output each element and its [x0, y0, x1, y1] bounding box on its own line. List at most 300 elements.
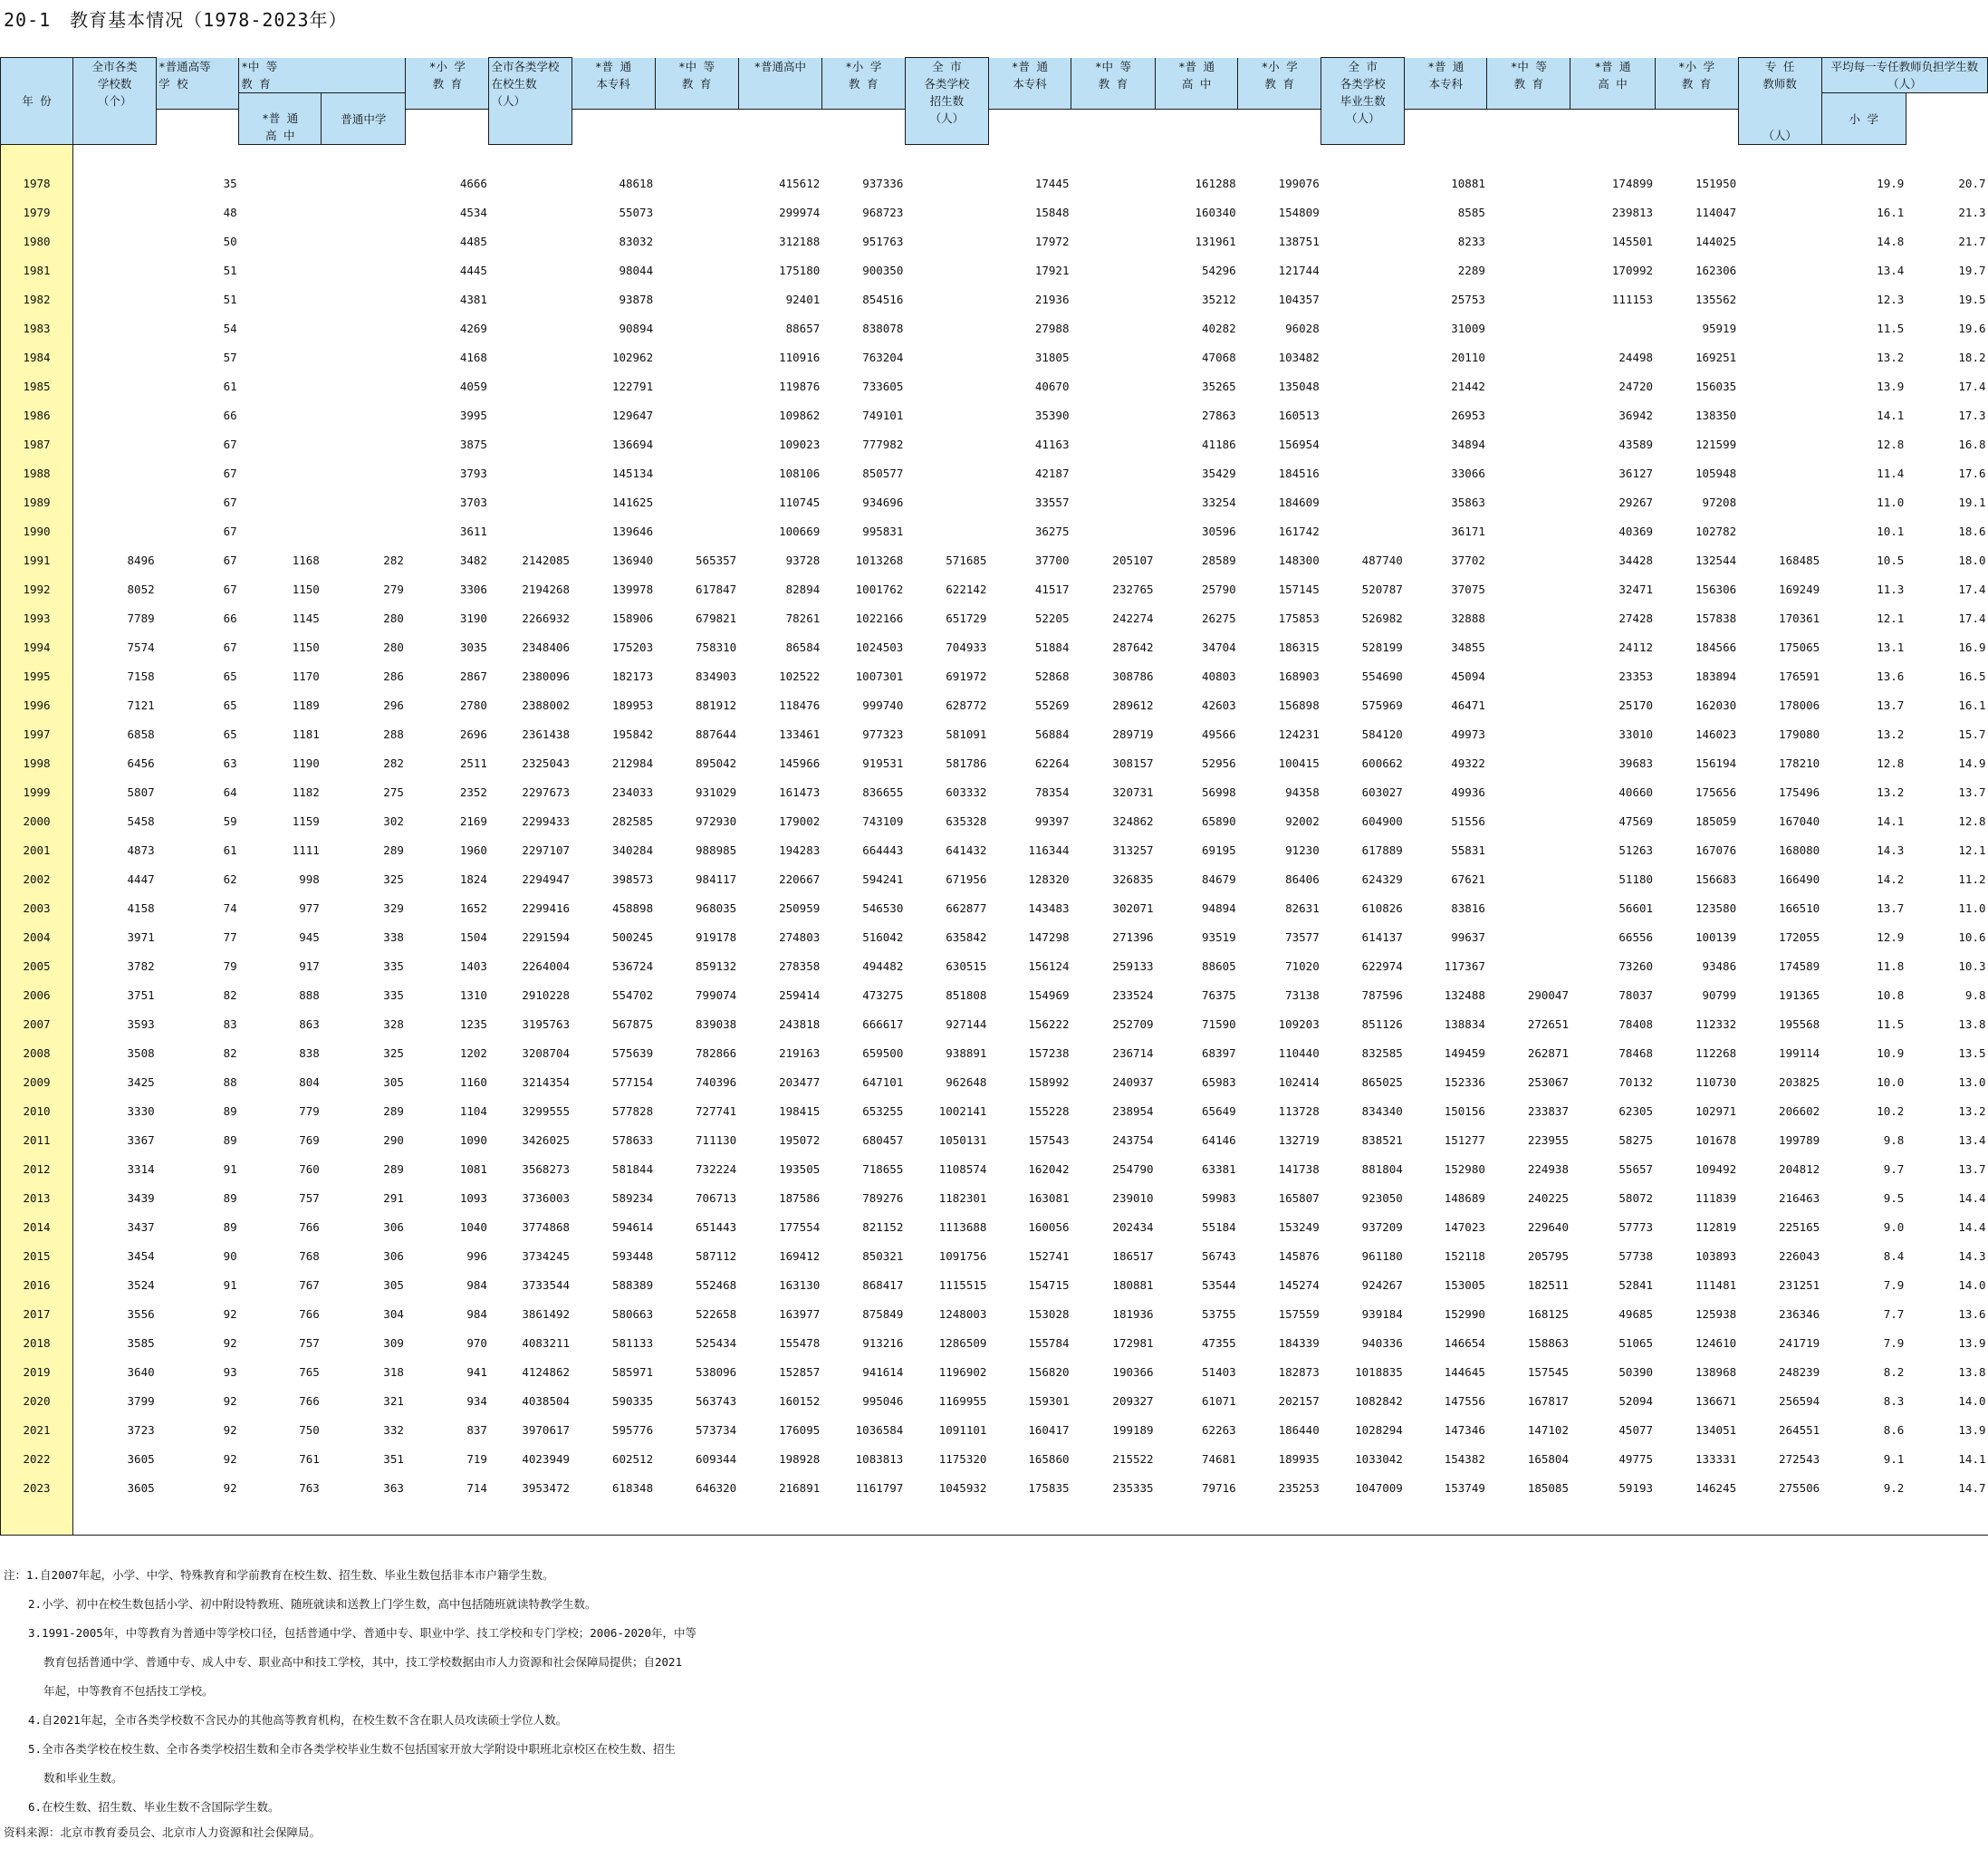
value-cell: 156124 [1028, 958, 1070, 973]
value-cell: 35 [223, 176, 237, 190]
value-cell: 1652 [459, 900, 487, 915]
value-cell [489, 284, 571, 313]
value-cell: 259133 [1112, 958, 1154, 973]
value-cell: 88 [223, 1074, 237, 1089]
value-cell: 185085 [1527, 1480, 1569, 1495]
value-cell: 172981 [1112, 1335, 1154, 1350]
year-cell: 1999 [1, 777, 73, 806]
value-cell: 1170 [292, 669, 320, 683]
year-cell: 2008 [1, 1038, 73, 1067]
value-cell: 145134 [611, 466, 654, 480]
value-cell: 100139 [1695, 929, 1737, 944]
value-cell: 1248003 [938, 1306, 987, 1321]
value-cell: 4873 [127, 843, 155, 857]
value-cell: 8.2 [1883, 1364, 1905, 1379]
value-cell [1738, 255, 1821, 284]
value-cell: 934 [466, 1393, 487, 1408]
value-cell: 37700 [1034, 553, 1070, 567]
value-cell: 36942 [1618, 408, 1654, 422]
value-cell [489, 371, 571, 400]
value-cell: 306 [383, 1248, 404, 1263]
value-cell: 64146 [1202, 1132, 1236, 1147]
value-cell: 133461 [779, 727, 821, 741]
value-cell: 838078 [862, 321, 904, 335]
value-cell: 152741 [1028, 1248, 1070, 1263]
data-source: 资料来源：北京市教育委员会、北京市人力资源和社会保障局。 [4, 1825, 322, 1839]
value-cell [1071, 371, 1156, 400]
value-cell [239, 487, 322, 516]
value-cell: 3195763 [522, 1016, 571, 1031]
value-cell: 195842 [611, 727, 654, 741]
value-cell: 202434 [1112, 1219, 1154, 1234]
value-cell: 37075 [1451, 582, 1485, 596]
value-cell: 338 [383, 929, 404, 944]
value-cell: 3214354 [522, 1074, 571, 1089]
value-cell: 12.1 [1877, 611, 1905, 625]
note-5-end: 数和毕业生数。 [43, 1771, 123, 1785]
year-cell: 1978 [1, 169, 73, 197]
value-cell: 10.5 [1877, 553, 1905, 567]
value-cell: 110730 [1695, 1074, 1737, 1089]
value-cell: 92 [223, 1480, 237, 1495]
value-cell: 1091101 [938, 1422, 987, 1437]
value-cell: 2511 [459, 756, 487, 770]
value-cell: 202157 [1278, 1393, 1320, 1408]
table-row [1, 284, 1988, 313]
header-grad-secondary: *中 等 教 育 [1487, 58, 1570, 110]
value-cell: 1007301 [855, 669, 904, 683]
value-cell: 740396 [696, 1074, 737, 1089]
value-cell: 25753 [1451, 292, 1485, 306]
value-cell [655, 284, 738, 313]
value-cell: 881912 [696, 698, 737, 712]
value-cell: 1111 [292, 843, 320, 857]
value-cell: 329 [383, 900, 404, 915]
value-cell: 17972 [1034, 234, 1070, 248]
value-cell [239, 516, 322, 545]
value-cell: 622974 [1361, 958, 1403, 973]
value-cell [489, 487, 571, 516]
year-cell: 2001 [1, 835, 73, 864]
value-cell: 199114 [1779, 1045, 1820, 1060]
value-cell: 996 [466, 1248, 487, 1263]
value-cell: 55184 [1202, 1219, 1236, 1234]
value-cell: 865025 [1361, 1074, 1403, 1089]
value-cell [655, 255, 738, 284]
value-cell: 57773 [1618, 1219, 1654, 1234]
note-1: 注：1.自2007年起，小学、中学、特殊教育和学前教育在校生数、招生数、毕业生数包括非本市户籍学生数。 [4, 1568, 554, 1582]
value-cell: 704933 [946, 640, 987, 654]
value-cell: 158906 [611, 611, 654, 625]
value-cell: 23353 [1618, 669, 1654, 683]
value-cell: 138350 [1695, 408, 1737, 422]
value-cell: 146023 [1695, 727, 1737, 741]
value-cell: 102414 [1278, 1074, 1320, 1089]
value-cell [1487, 400, 1570, 429]
value-cell: 40282 [1202, 321, 1236, 335]
value-cell: 178006 [1779, 698, 1820, 712]
year-cell: 2006 [1, 980, 73, 1009]
value-cell: 12.3 [1877, 292, 1905, 306]
value-cell [1321, 458, 1405, 487]
value-cell: 3454 [127, 1248, 155, 1263]
value-cell: 27428 [1618, 611, 1654, 625]
value-cell: 163977 [779, 1306, 821, 1321]
table-row [1, 777, 1988, 806]
value-cell: 51 [223, 263, 237, 277]
value-cell: 147102 [1527, 1422, 1569, 1437]
value-cell: 215522 [1112, 1451, 1154, 1466]
value-cell: 47569 [1618, 814, 1654, 828]
value-cell: 52956 [1202, 756, 1236, 770]
value-cell: 995046 [862, 1393, 904, 1408]
value-cell: 286 [383, 669, 404, 683]
value-cell: 609344 [696, 1451, 737, 1466]
value-cell: 12.9 [1877, 929, 1905, 944]
value-cell: 125938 [1695, 1306, 1737, 1321]
header-admit-total: 全 市 各类学校 招生数 （人） [905, 58, 988, 145]
value-cell: 79 [223, 958, 237, 973]
value-cell: 219163 [779, 1045, 821, 1060]
value-cell: 1093 [459, 1190, 487, 1205]
value-cell: 65 [223, 727, 237, 741]
value-cell: 174899 [1611, 176, 1654, 190]
year-cell: 1982 [1, 284, 73, 313]
value-cell [1487, 661, 1570, 690]
value-cell: 3751 [127, 987, 155, 1002]
value-cell: 167040 [1779, 814, 1820, 828]
value-cell: 325 [383, 872, 404, 886]
value-cell: 51065 [1618, 1335, 1654, 1350]
value-cell: 194283 [779, 843, 821, 857]
value-cell: 111153 [1611, 292, 1654, 306]
value-cell: 234033 [611, 785, 654, 799]
value-cell: 156683 [1695, 872, 1737, 886]
value-cell: 146654 [1444, 1335, 1485, 1350]
value-cell: 13.4 [1877, 263, 1905, 277]
value-cell: 289719 [1112, 727, 1154, 741]
value-cell [489, 429, 571, 458]
value-cell: 163130 [779, 1277, 821, 1292]
value-cell: 335 [383, 987, 404, 1002]
value-cell: 26275 [1202, 611, 1236, 625]
value-cell: 17.6 [1958, 466, 1986, 480]
value-cell: 1169955 [938, 1393, 987, 1408]
table-row [1, 603, 1988, 632]
value-cell: 988985 [696, 843, 737, 857]
table-row [1, 864, 1988, 893]
value-cell: 875849 [862, 1306, 904, 1321]
value-cell: 243754 [1112, 1132, 1154, 1147]
value-cell: 151950 [1695, 176, 1737, 190]
year-cell: 2000 [1, 806, 73, 835]
value-cell [489, 342, 571, 371]
value-cell: 769 [299, 1132, 320, 1147]
year-cell: 2019 [1, 1357, 73, 1386]
value-cell: 175203 [611, 640, 654, 654]
value-cell: 187586 [779, 1190, 821, 1205]
value-cell: 45094 [1451, 669, 1485, 683]
value-cell: 41517 [1034, 582, 1070, 596]
value-cell: 49973 [1451, 727, 1485, 741]
value-cell [239, 226, 322, 255]
value-cell: 84679 [1202, 872, 1236, 886]
value-cell: 61 [223, 843, 237, 857]
value-cell: 58275 [1618, 1132, 1654, 1147]
value-cell: 156898 [1278, 698, 1320, 712]
value-cell: 65983 [1202, 1074, 1236, 1089]
value-cell: 4023949 [522, 1451, 571, 1466]
value-cell: 156820 [1028, 1364, 1070, 1379]
value-cell: 90799 [1702, 987, 1737, 1002]
value-cell: 3703 [459, 495, 487, 509]
value-cell: 2348406 [522, 640, 571, 654]
value-cell: 287642 [1112, 640, 1154, 654]
value-cell: 67 [223, 582, 237, 596]
value-cell: 157559 [1278, 1306, 1320, 1321]
value-cell: 6456 [127, 756, 155, 770]
header-grad-high: *普 通 高 中 [1570, 58, 1655, 110]
value-cell: 837 [466, 1422, 487, 1437]
value-cell: 580663 [611, 1306, 654, 1321]
value-cell: 522658 [696, 1306, 737, 1321]
year-cell: 1981 [1, 255, 73, 284]
value-cell: 8.4 [1883, 1248, 1905, 1263]
value-cell: 36275 [1034, 524, 1070, 538]
value-cell: 110745 [779, 495, 821, 509]
value-cell: 17445 [1034, 176, 1070, 190]
value-cell [655, 169, 738, 197]
value-cell: 10.2 [1877, 1103, 1905, 1118]
value-cell: 617889 [1361, 843, 1403, 857]
value-cell: 153005 [1444, 1277, 1485, 1292]
value-cell: 9.0 [1883, 1219, 1905, 1234]
value-cell [322, 458, 406, 487]
value-cell: 14.1 [1877, 814, 1905, 828]
value-cell: 152118 [1444, 1248, 1485, 1263]
value-cell: 21936 [1034, 292, 1070, 306]
value-cell [1738, 226, 1821, 255]
value-cell [322, 400, 406, 429]
value-cell: 46471 [1451, 698, 1485, 712]
value-cell: 3437 [127, 1219, 155, 1234]
value-cell: 2867 [459, 669, 487, 683]
value-cell: 157543 [1028, 1132, 1070, 1147]
value-cell: 8585 [1457, 205, 1485, 219]
value-cell: 209327 [1112, 1393, 1154, 1408]
value-cell [239, 197, 322, 226]
value-cell [655, 226, 738, 255]
value-cell: 259414 [779, 987, 821, 1002]
value-cell: 157145 [1278, 582, 1320, 596]
value-cell: 112268 [1695, 1045, 1737, 1060]
value-cell: 577154 [611, 1074, 654, 1089]
value-cell: 52868 [1034, 669, 1070, 683]
value-cell: 153249 [1278, 1219, 1320, 1234]
value-cell: 100669 [779, 524, 821, 538]
value-cell: 766 [299, 1393, 320, 1408]
value-cell: 275 [383, 785, 404, 799]
value-cell: 154715 [1028, 1277, 1070, 1292]
table-row [1, 1386, 1988, 1415]
table-row [1, 574, 1988, 603]
year-cell: 2014 [1, 1212, 73, 1241]
value-cell: 984117 [696, 872, 737, 886]
value-cell: 1050131 [938, 1132, 987, 1147]
value-cell: 99637 [1451, 929, 1485, 944]
table-row [1, 516, 1988, 545]
value-cell: 154382 [1444, 1451, 1485, 1466]
value-cell: 2352 [459, 785, 487, 799]
value-cell: 900350 [862, 263, 904, 277]
value-cell: 13.2 [1877, 350, 1905, 364]
header-enroll-total: 全市各类学校 在校生数 （人） [489, 58, 571, 145]
value-cell: 165860 [1028, 1451, 1070, 1466]
value-cell [1487, 313, 1570, 342]
value-cell: 11.4 [1877, 466, 1905, 480]
table-row [1, 1154, 1988, 1183]
value-cell [1487, 922, 1570, 951]
value-cell: 2289 [1457, 263, 1485, 277]
value-cell: 160417 [1028, 1422, 1070, 1437]
value-cell: 804 [299, 1074, 320, 1089]
value-cell: 92 [223, 1422, 237, 1437]
value-cell: 96028 [1285, 321, 1320, 335]
value-cell: 653255 [862, 1103, 904, 1118]
value-cell: 175065 [1779, 640, 1820, 654]
value-cell: 104357 [1278, 292, 1320, 306]
value-cell: 758310 [696, 640, 737, 654]
value-cell: 91 [223, 1277, 237, 1292]
value-cell: 178210 [1779, 756, 1820, 770]
value-cell: 136671 [1695, 1393, 1737, 1408]
year-cell: 2015 [1, 1241, 73, 1270]
value-cell: 103482 [1278, 350, 1320, 364]
value-cell: 398573 [611, 872, 654, 886]
value-cell: 17.3 [1958, 408, 1986, 422]
value-cell: 3524 [127, 1277, 155, 1292]
value-cell: 1182301 [938, 1190, 987, 1205]
value-cell: 86406 [1285, 872, 1320, 886]
value-cell: 93519 [1202, 929, 1236, 944]
value-cell: 888 [299, 987, 320, 1002]
note-3-cont: 教育包括普通中学、普通中专、成人中专、职业高中和技工学校，其中，技工学校数据由市人力资源和社会保障局提供；自2021 [43, 1655, 683, 1669]
value-cell: 1081 [459, 1161, 487, 1176]
value-cell: 64 [223, 785, 237, 799]
value-cell: 887644 [696, 727, 737, 741]
value-cell: 157838 [1695, 611, 1737, 625]
value-cell: 1286509 [938, 1335, 987, 1350]
value-cell: 18.6 [1958, 524, 1986, 538]
value-cell: 1189 [292, 698, 320, 712]
value-cell: 132488 [1444, 987, 1485, 1002]
value-cell: 184566 [1695, 640, 1737, 654]
value-cell: 195568 [1779, 1016, 1820, 1031]
value-cell: 863 [299, 1016, 320, 1031]
value-cell [1321, 400, 1405, 429]
value-cell: 53544 [1202, 1277, 1236, 1292]
value-cell: 56743 [1202, 1248, 1236, 1263]
value-cell: 1024503 [855, 640, 904, 654]
table-row [1, 429, 1988, 458]
value-cell [905, 169, 988, 197]
value-cell: 14.0 [1958, 1393, 1986, 1408]
value-cell: 14.2 [1877, 872, 1905, 886]
value-cell: 152336 [1444, 1074, 1485, 1089]
value-cell: 159301 [1028, 1393, 1070, 1408]
value-cell: 280 [383, 611, 404, 625]
value-cell: 7.7 [1883, 1306, 1905, 1321]
value-cell: 65649 [1202, 1103, 1236, 1118]
value-cell: 92 [223, 1451, 237, 1466]
value-cell [322, 226, 406, 255]
value-cell: 573734 [696, 1422, 737, 1437]
value-cell: 51 [223, 292, 237, 306]
value-cell: 3190 [459, 611, 487, 625]
value-cell: 563743 [696, 1393, 737, 1408]
value-cell [1487, 806, 1570, 835]
value-cell [655, 400, 738, 429]
value-cell: 162042 [1028, 1161, 1070, 1176]
value-cell: 271396 [1112, 929, 1154, 944]
header-ratio-group: 平均每一专任教师负担学生数 （人） [1821, 58, 1987, 93]
value-cell: 40369 [1618, 524, 1654, 538]
table-row [1, 719, 1988, 748]
value-cell: 155228 [1028, 1103, 1070, 1118]
value-cell: 153749 [1444, 1480, 1485, 1495]
year-cell: 2004 [1, 922, 73, 951]
value-cell: 17.4 [1958, 582, 1986, 596]
value-cell: 487740 [1361, 553, 1403, 567]
value-cell: 109862 [779, 408, 821, 422]
value-cell: 53755 [1202, 1306, 1236, 1321]
value-cell: 289 [383, 1161, 404, 1176]
value-cell: 112332 [1695, 1016, 1737, 1031]
value-cell: 198928 [779, 1451, 821, 1466]
value-cell [73, 342, 157, 371]
value-cell: 66556 [1618, 929, 1654, 944]
year-cell: 1993 [1, 603, 73, 632]
table-header [1, 58, 1988, 145]
table-row [1, 1357, 1988, 1386]
value-cell: 4666 [459, 176, 487, 190]
header-grad-undergrad: *普 通 本专科 [1405, 58, 1487, 110]
education-table [0, 57, 1988, 1536]
value-cell: 172055 [1779, 929, 1820, 944]
value-cell: 13.1 [1877, 640, 1905, 654]
year-cell: 1986 [1, 400, 73, 429]
value-cell: 147556 [1444, 1393, 1485, 1408]
value-cell: 8.6 [1883, 1422, 1905, 1437]
value-cell [239, 169, 322, 197]
value-cell [489, 458, 571, 487]
table-row [1, 169, 1988, 197]
value-cell: 138834 [1444, 1016, 1485, 1031]
value-cell: 458898 [611, 900, 654, 915]
value-cell: 4445 [459, 263, 487, 277]
value-cell: 13.9 [1958, 1335, 1986, 1350]
value-cell: 144645 [1444, 1364, 1485, 1379]
value-cell: 536724 [611, 958, 654, 973]
value-cell: 109492 [1695, 1161, 1737, 1176]
value-cell: 302071 [1112, 900, 1154, 915]
value-cell: 39683 [1618, 756, 1654, 770]
year-cell: 1979 [1, 197, 73, 226]
value-cell: 325 [383, 1045, 404, 1060]
value-cell: 136694 [611, 437, 654, 451]
value-cell: 97208 [1702, 495, 1737, 509]
table-row [1, 1125, 1988, 1154]
